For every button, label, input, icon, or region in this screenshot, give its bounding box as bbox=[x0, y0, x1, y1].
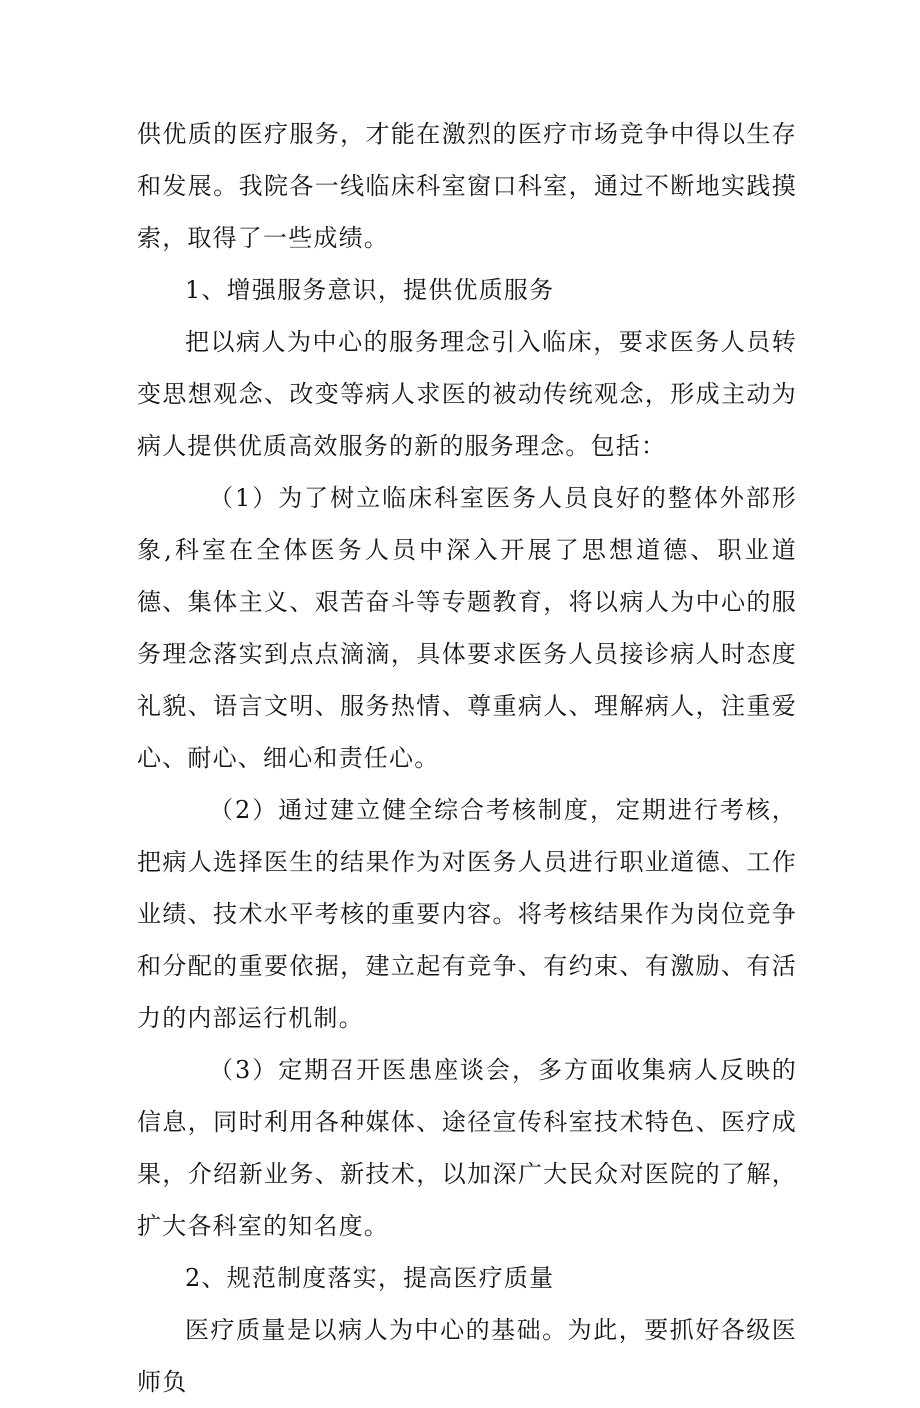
paragraph-service-concept: 把以病人为中心的服务理念引入临床，要求医务人员转变思想观念、改变等病人求医的被动传统观念，形成主动为病人提供优质高效服务的新的服务理念。包括： bbox=[137, 328, 797, 460]
paragraph-item-3: （3）定期召开医患座谈会，多方面收集病人反映的信息，同时利用各种媒体、途径宣传科室技术特色、医疗成果，介绍新业务、新技术，以加深广大民众对医院的了解，扩大各科室的知名度。 bbox=[137, 1056, 797, 1240]
paragraph-medical-quality: 医疗质量是以病人为中心的基础。为此，要抓好各级医师负 bbox=[137, 1316, 797, 1396]
paragraph-continuation: 供优质的医疗服务，才能在激烈的医疗市场竞争中得以生存和发展。我院各一线临床科室窗口科室，通过不断地实践摸索，取得了一些成绩。 bbox=[137, 120, 797, 252]
section-heading-2: 2、规范制度落实，提高医疗质量 bbox=[185, 1264, 555, 1292]
paragraph-item-2: （2）通过建立健全综合考核制度，定期进行考核，把病人选择医生的结果作为对医务人员进行职业道德、工作业绩、技术水平考核的重要内容。将考核结果作为岗位竞争和分配的重要依据，建立起有竞争、有约束、有激励、有活力的内部运行机制。 bbox=[137, 796, 797, 1032]
section-heading-1: 1、增强服务意识，提供优质服务 bbox=[185, 276, 555, 304]
document-body bbox=[137, 108, 797, 1408]
paragraph-item-1: （1）为了树立临床科室医务人员良好的整体外部形象,科室在全体医务人员中深入开展了思想道德、职业道德、集体主义、艰苦奋斗等专题教育，将以病人为中心的服务理念落实到点点滴滴，具体要求医务人员接诊病人时态度礼貌、语言文明、服务热情、尊重病人、理解病人，注重爱心、耐心、细心和责任心。 bbox=[137, 484, 797, 772]
